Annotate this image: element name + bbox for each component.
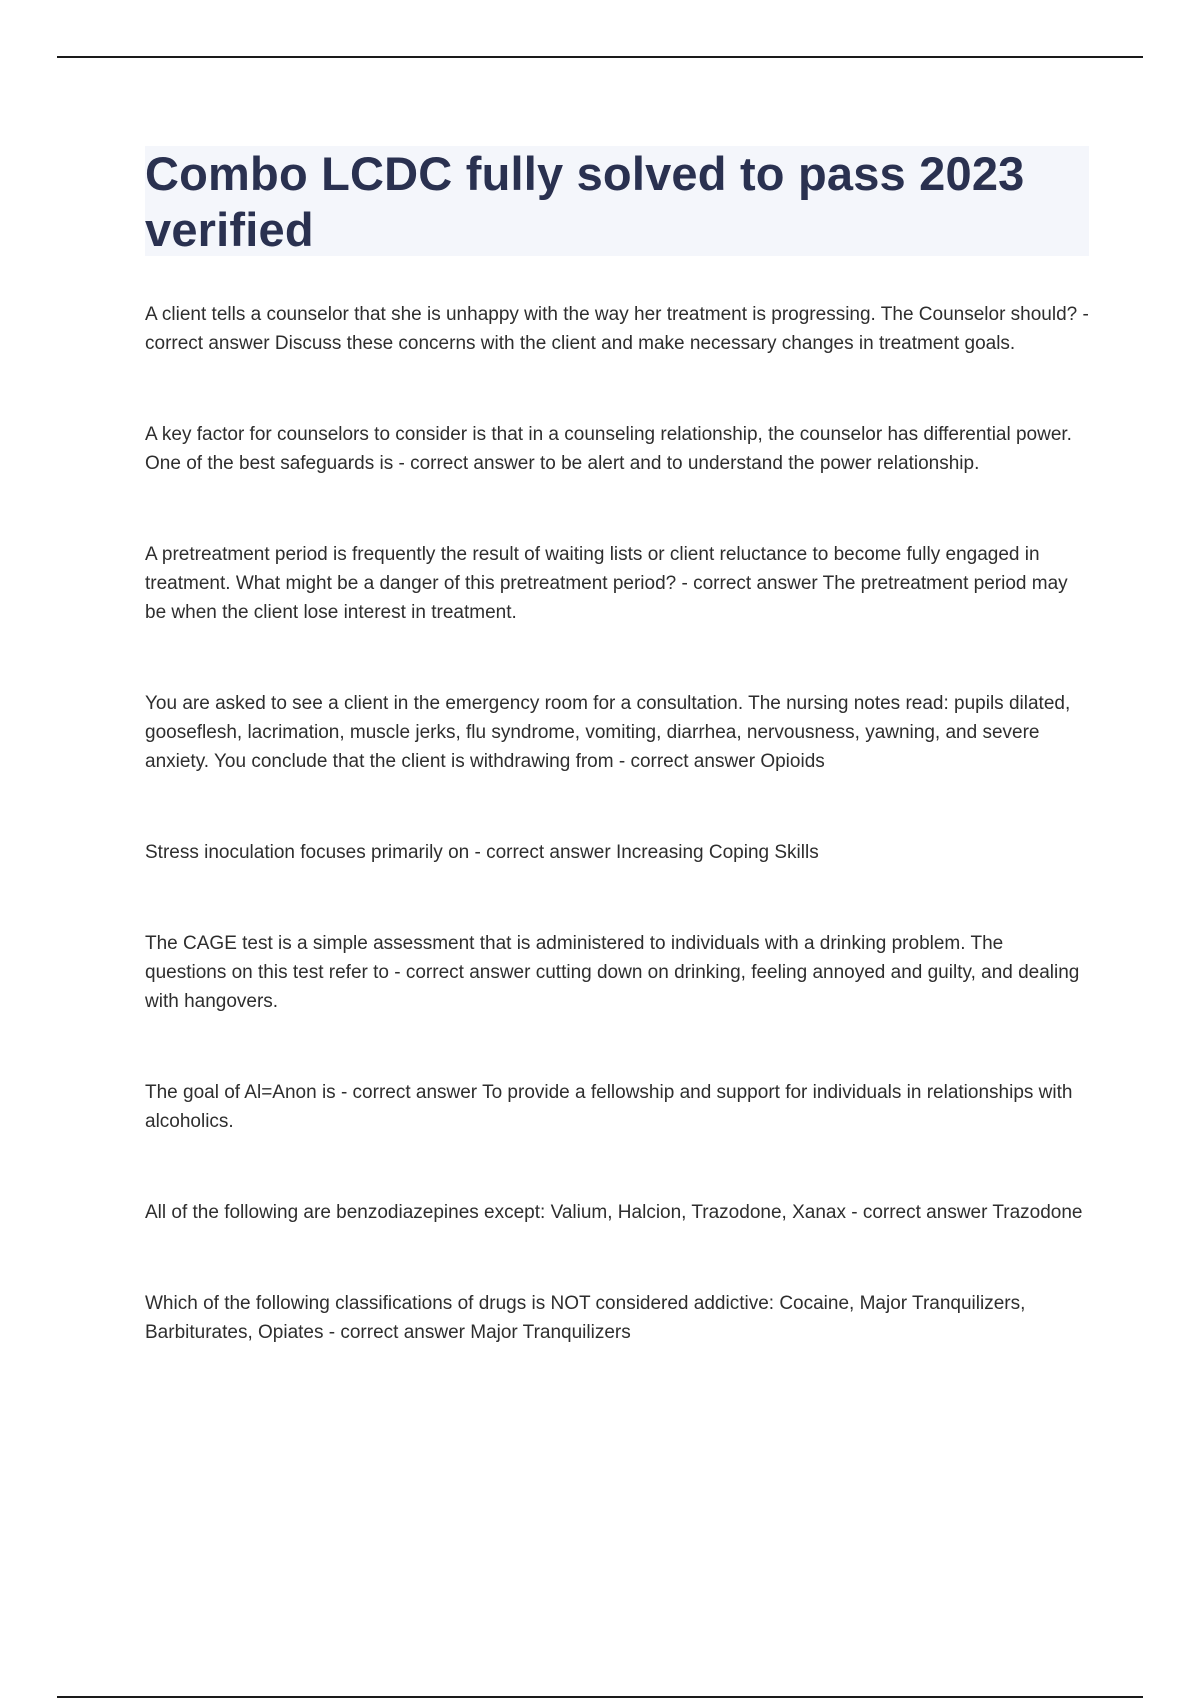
qa-entry-3: A pretreatment period is frequently the result of waiting lists or client reluctance to become fully engaged in treatment. What might be a danger of this pretreatment period? - correct answer The pretreatment period may be when the client lose interest in treatment.	[145, 544, 1068, 623]
qa-entry-8: All of the following are benzodiazepines except: Valium, Halcion, Trazodone, Xanax - correct answer Trazodone	[145, 1202, 1083, 1223]
qa-entry-1: A client tells a counselor that she is unhappy with the way her treatment is progressing. The Counselor should? - correct answer Discuss these concerns with the client and make necessary changes in treatment goals.	[145, 304, 1089, 354]
bottom-rule	[57, 1696, 1143, 1698]
qa-entry-7: The goal of Al=Anon is - correct answer To provide a fellowship and support for individuals in relationships with alcoholics.	[145, 1082, 1073, 1132]
qa-entry-9: Which of the following classifications of drugs is NOT considered addictive: Cocaine, Major Tranquilizers, Barbiturates, Opiates - correct answer Major Tranquilizers	[145, 1293, 1026, 1343]
qa-entry-6: The CAGE test is a simple assessment that is administered to individuals with a drinking problem. The questions on this test refer to - correct answer cutting down on drinking, feeling annoyed and guilty, and dealing with hangovers.	[145, 933, 1080, 1012]
qa-entry-4: You are asked to see a client in the emergency room for a consultation. The nursing notes read: pupils dilated, gooseflesh, lacrimation, muscle jerks, flu syndrome, vomiting, diarrhea, nervousness, yawning, and severe anxiety. You conclude that the client is withdrawing from - correct answer Opioids	[145, 693, 1071, 772]
top-rule	[57, 56, 1143, 58]
document-title: Combo LCDC fully solved to pass 2023 verified	[145, 147, 1025, 256]
qa-list	[145, 300, 1089, 1347]
qa-entry-5: Stress inoculation focuses primarily on - correct answer Increasing Coping Skills	[145, 842, 819, 863]
title-block	[145, 146, 1089, 256]
qa-entry-2: A key factor for counselors to consider is that in a counseling relationship, the counselor has differential power. One of the best safeguards is - correct answer to be alert and to understand the power relationship.	[145, 424, 1072, 474]
